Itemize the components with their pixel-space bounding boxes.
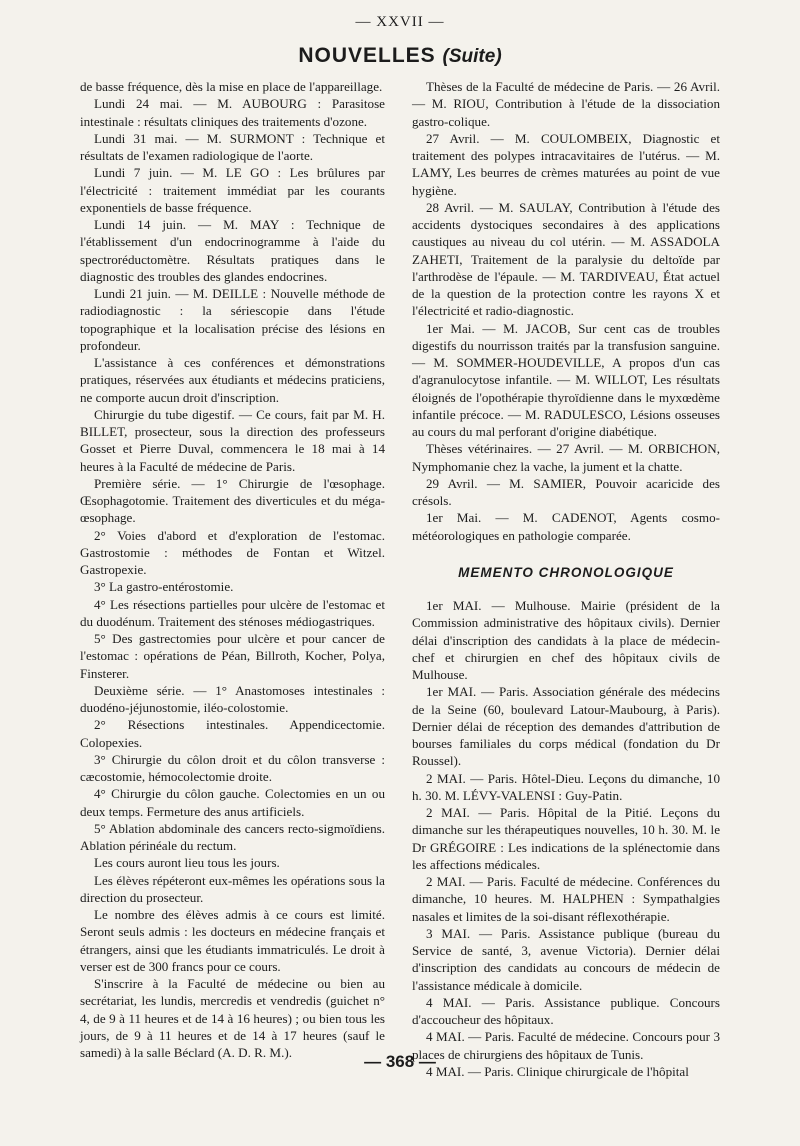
paragraph: 1er Mai. — M. JACOB, Sur cent cas de troubles digestifs du nourrisson traités par la transfusion sanguine. — M. SOMMER-HOUDEVILLE, A propos d'un cas d'agranulocytose infantile. — M. WILLOT, Les résultats éloignés de l'opothérapie thyroïdienne dans le myxœdème infantile précoce. — M. RADULESCO, Lésions osseuses au cours du mal perforant d'origine diabétique. xyxy=(412,320,720,439)
page-number: — 368 — xyxy=(364,1052,436,1071)
paragraph: 1er MAI. — Mulhouse. Mairie (président de la Commission administrative des hôpitaux civils). Dernier délai d'inscription des candidats à la place de médecin-chef et chirurgien en chef des hôpitaux civils de Mulhouse. xyxy=(412,598,720,682)
paragraph: 2 MAI. — Paris. Faculté de médecine. Conférences du dimanche, 10 heures. M. HALPHEN : Sympathalgies nasales et limites de la soi-disant réflexothérapie. xyxy=(412,874,720,924)
paragraph: Première série. — 1° Chirurgie de l'œsophage. Œsophagotomie. Traitement des diverticules et du méga-œsophage. xyxy=(80,475,385,526)
paragraph: 4° Les résections partielles pour ulcère de l'estomac et du duodénum. Traitement des sténoses médiogastriques. xyxy=(80,596,385,629)
paragraph: 5° Des gastrectomies pour ulcère et pour cancer de l'estomac : opérations de Péan, Billroth, Kocher, Polya, Finsterer. xyxy=(80,631,385,681)
paragraph: S'inscrire à la Faculté de médecine ou bien au secrétariat, les lundis, mercredis et vendredis (guichet n° 4, de 9 à 11 heures et de 14 à 16 heures) ; ou bien tous les jours, de 9 à 11 heures et de 14 à 17 heures (sauf le samedi) à la salle Béclard (A. D. R. M.). xyxy=(80,976,385,1060)
paragraph: Lundi 31 mai. — M. SURMONT : Technique et résultats de l'examen radiologique de l'aorte. xyxy=(80,130,385,163)
paragraph: 4 MAI. — Paris. Clinique chirurgicale de l'hôpital xyxy=(426,1063,689,1079)
paragraph: 29 Avril. — M. SAMIER, Pouvoir acaricide des crésols. xyxy=(412,475,720,508)
theses-section xyxy=(412,78,720,544)
paragraph: 2 MAI. — Paris. Hôpital de la Pitié. Leçons du dimanche sur les thérapeutiques nouvelles, 10 h. 30. M. le Dr GRÉGOIRE : Les indications de la splénectomie dans les affections médicales. xyxy=(412,805,720,872)
section-subtitle: (Suite) xyxy=(442,46,502,67)
paragraph: Les élèves répéteront eux-mêmes les opérations sous la direction du prosecteur. xyxy=(80,872,385,905)
paragraph: Deuxième série. — 1° Anastomoses intestinales : duodéno-jéjunostomie, iléo-colostomie. xyxy=(80,682,385,715)
memento-heading: MEMENTO CHRONOLOGIQUE xyxy=(458,564,674,580)
paragraph: 2° Voies d'abord et d'exploration de l'estomac. Gastrostomie : méthodes de Fontan et Witzel. Gastropexie. xyxy=(80,527,385,577)
paragraph: 4° Chirurgie du côlon gauche. Colectomies en un ou deux temps. Fermeture des anus artificiels. xyxy=(80,786,385,819)
paragraph: L'assistance à ces conférences et démonstrations pratiques, réservées aux étudiants et médecins praticiens, ne comporte aucun droit d'inscription. xyxy=(80,355,385,405)
paragraph: 5° Ablation abdominale des cancers recto-sigmoïdiens. Ablation périnéale du rectum. xyxy=(80,820,385,853)
paragraph: Lundi 7 juin. — M. LE GO : Les brûlures par l'électricité : traitement immédiat par les courants exponentiels de basse fréquence. xyxy=(80,165,385,215)
section-title xyxy=(0,44,800,68)
paragraph: 4 MAI. — Paris. Faculté de médecine. Concours pour 3 places de chirurgiens des hôpitaux de Tunis. xyxy=(412,1029,720,1062)
paragraph: 2 MAI. — Paris. Hôtel-Dieu. Leçons du dimanche, 10 h. 30. M. LÉVY-VALENSI : Guy-Patin. xyxy=(412,770,720,803)
paragraph: 2° Résections intestinales. Appendicectomie. Colopexies. xyxy=(80,717,385,750)
paragraph: Thèses vétérinaires. — 27 Avril. — M. ORBICHON, Nymphomanie chez la vache, la jument et la chatte. xyxy=(412,441,720,474)
page-roman-number: — XXVII — xyxy=(355,14,445,30)
paragraph: Chirurgie du tube digestif. — Ce cours, fait par M. H. BILLET, prosecteur, sous la direction des professeurs Gosset et Pierre Duval, commencera le 18 mai à 14 heures à la Faculté de médecine de Paris. xyxy=(80,406,385,474)
paragraph: 4 MAI. — Paris. Assistance publique. Concours d'accoucheur des hôpitaux. xyxy=(412,994,720,1027)
paragraph: Lundi 24 mai. — M. AUBOURG : Parasitose intestinale : résultats cliniques des traitements d'ozone. xyxy=(80,96,385,129)
paragraph: 3° Chirurgie du côlon droit et du côlon transverse : cæcostomie, hémocolectomie droite. xyxy=(80,751,385,784)
paragraph: 3° La gastro-entérostomie. xyxy=(94,579,234,595)
memento-section xyxy=(412,597,720,1080)
right-column xyxy=(412,78,720,1080)
paragraph: Lundi 14 juin. — M. MAY : Technique de l'établissement d'un endocrinogramme à l'aide du spectroréductomètre. Résultats pratiques dans le diagnostic des troubles des glandes endocrines. xyxy=(80,217,385,284)
paragraph: Lundi 21 juin. — M. DEILLE : Nouvelle méthode de radiodiagnostic : la sériescopie dans l'étude topographique et la localisation précise des lésions en profondeur. xyxy=(80,286,385,353)
paragraph: de basse fréquence, dès la mise en place de l'appareillage. xyxy=(80,79,383,94)
paragraph: Le nombre des élèves admis à ce cours est limité. Seront seuls admis : les docteurs en médecine français et étrangers, ainsi que les étudiants immatriculés. Le droit à verser est de 300 francs pour ce cours. xyxy=(80,907,385,974)
paragraph: Thèses de la Faculté de médecine de Paris. — 26 Avril. — M. RIOU, Contribution à l'étude de la dissociation gastro-colique. xyxy=(412,79,720,129)
paragraph: 1er Mai. — M. CADENOT, Agents cosmo-météorologiques en pathologie comparée. xyxy=(412,510,720,543)
section-title-text: NOUVELLES xyxy=(298,44,436,67)
left-column xyxy=(80,78,385,1061)
paragraph: 1er MAI. — Paris. Association générale des médecins de la Seine (60, boulevard Latour-Maubourg, à Paris). Dernier délai de réception des demandes d'attribution de bourses familiales du corps médical (fondation du Dr Roussel). xyxy=(412,684,720,769)
paragraph: 27 Avril. — M. COULOMBEIX, Diagnostic et traitement des polypes intracavitaires de l'utérus. — M. LAMY, Les beurres de crèmes maturées au point de vue hygiène. xyxy=(412,130,720,198)
paragraph: Les cours auront lieu tous les jours. xyxy=(94,855,280,871)
paragraph: 3 MAI. — Paris. Assistance publique (bureau du Service de santé, 3, avenue Victoria). Dernier délai d'inscription des candidats au concours de médecin de l'assistance médicale à domicile. xyxy=(412,925,720,993)
paragraph: 28 Avril. — M. SAULAY, Contribution à l'étude des accidents dystociques secondaires à des applications caustiques au niveau du col utérin. — M. ASSADOLA ZAHETI, Traitement de la paralysie du deltoïde par l'arthrodèse de l'épaule. — M. TARDIVEAU, État actuel de la question de la protection contre les rayons X et l'électricité et radio-diagnostic. xyxy=(412,199,720,319)
